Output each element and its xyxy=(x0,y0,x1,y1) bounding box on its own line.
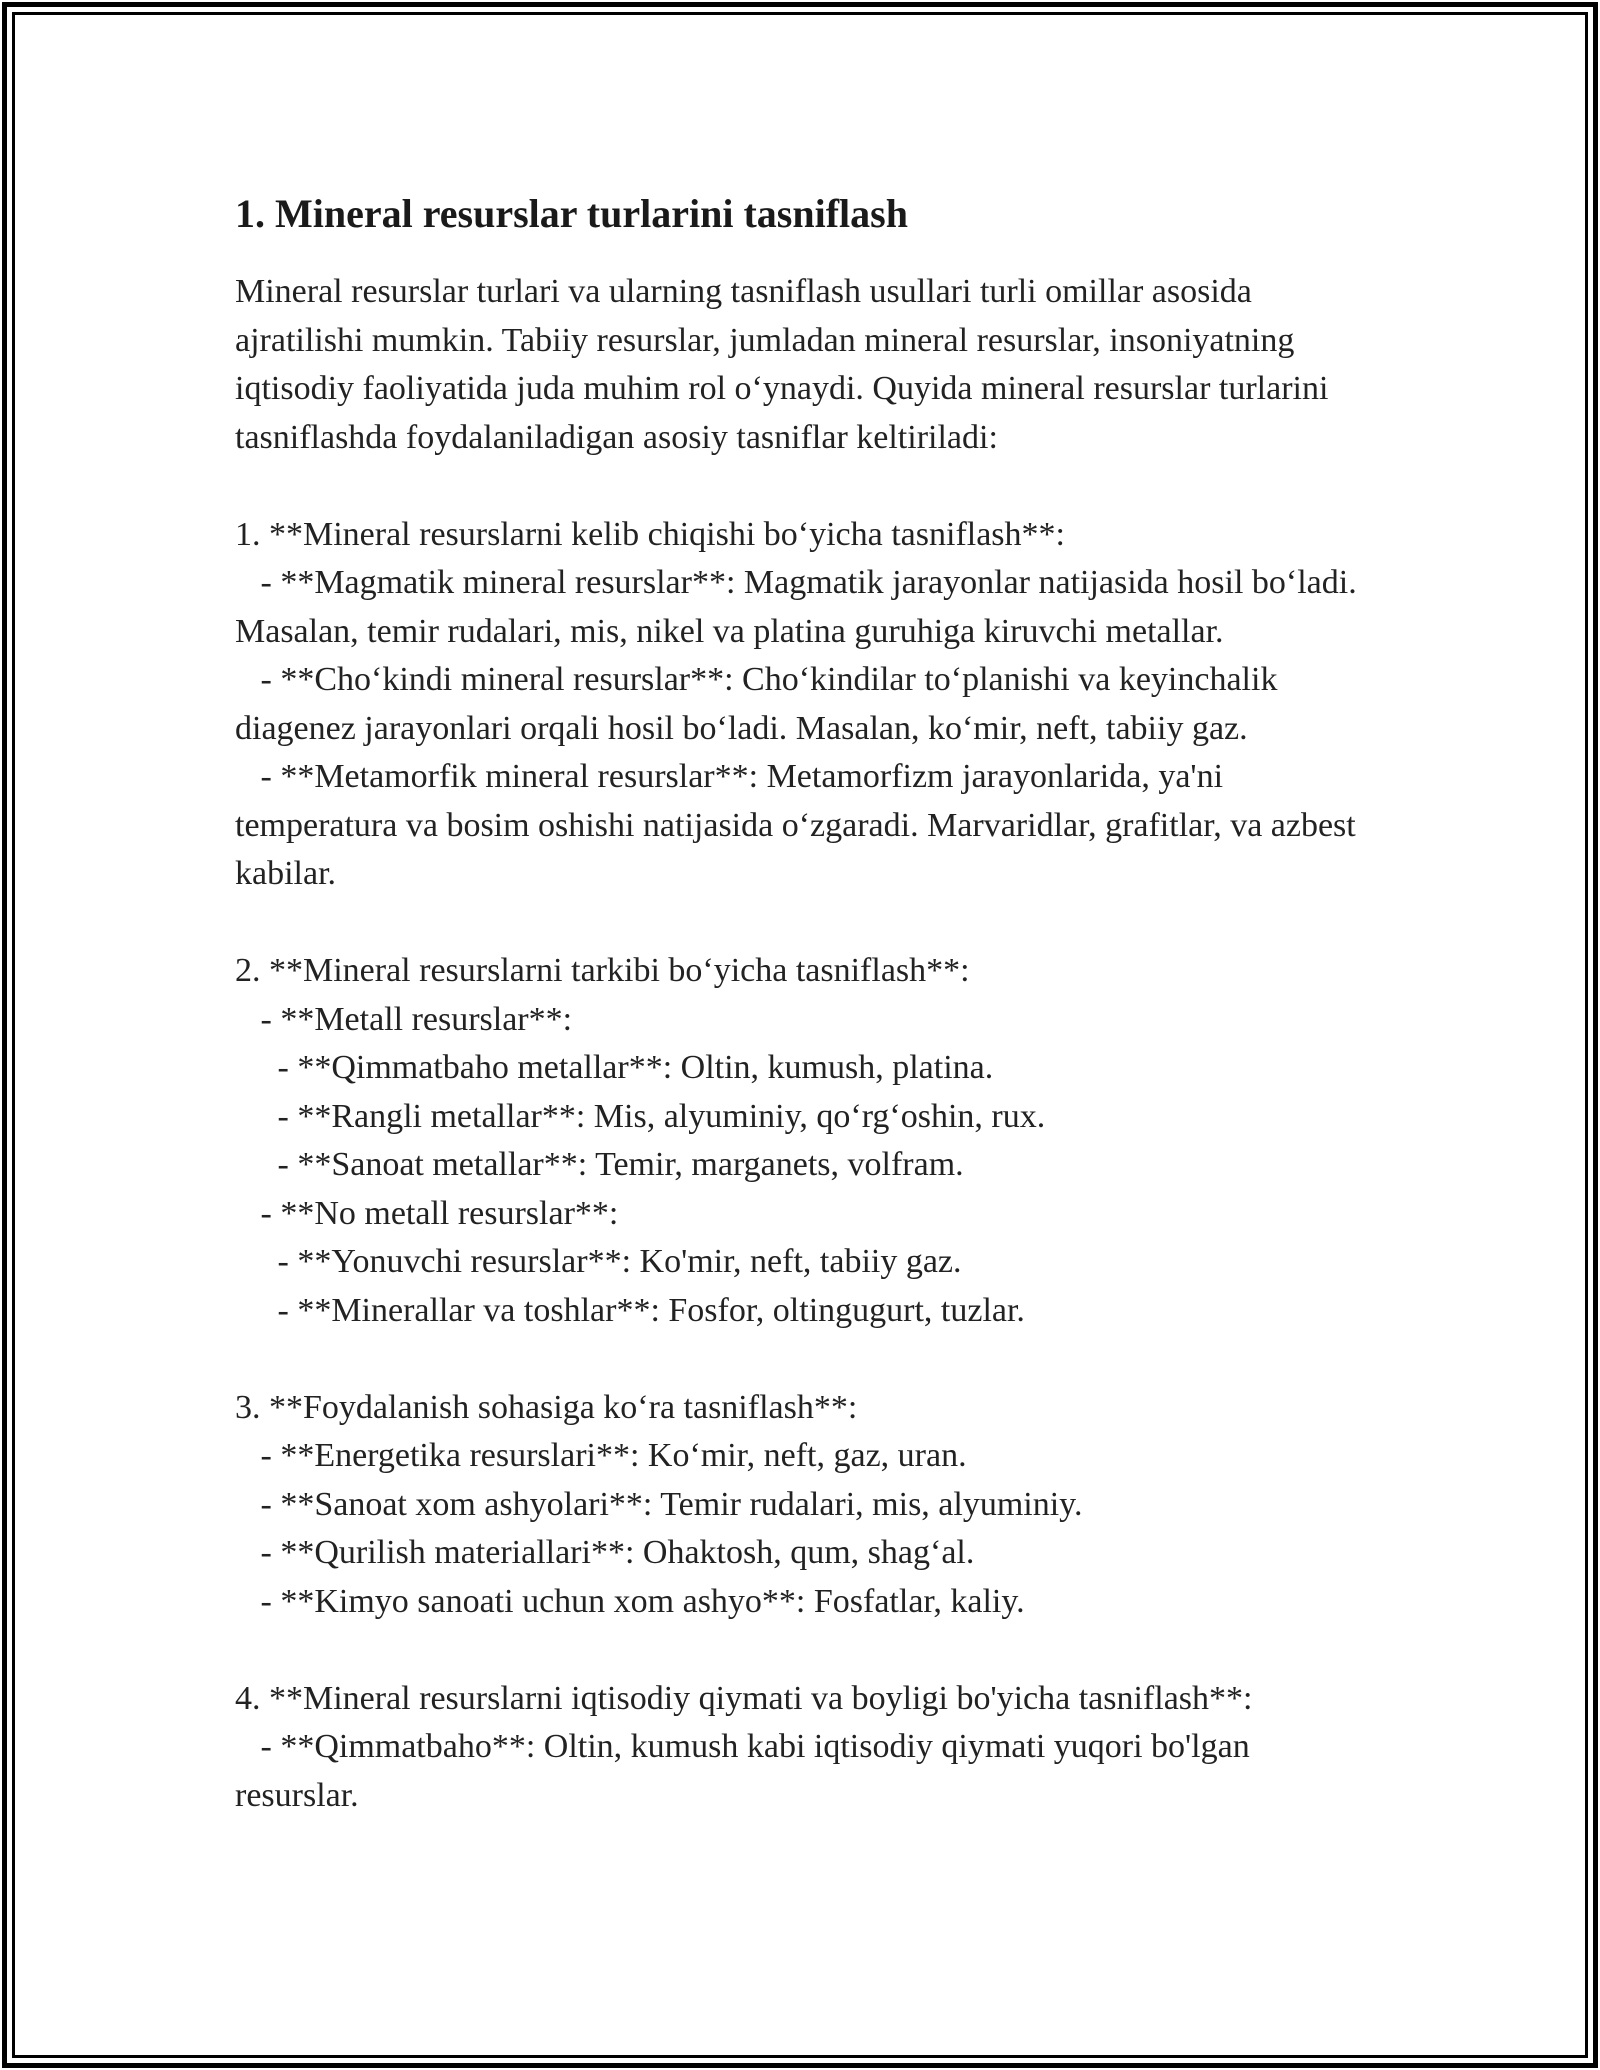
section-body-text: Mineral resurslar turlari va ularning tasniflash usullari turli omillar asosida ajratilishi mumkin. Tabiiy resurslar, jumladan mineral resurslar, insoniyatning iqtisodiy faoliyatida juda muhim rol o‘ynaydi. Quyida mineral resurslar turlarini tasniflashda foydalaniladigan asosiy tasniflar keltiriladi: 1. **Mineral resurslarni kelib chiqishi bo‘yicha tasniflash**: - **Magmatik mineral resurslar**: Magmatik jarayonlar natijasida hosil bo‘ladi. Masalan, temir rudalari, mis, nikel va platina guruhiga kiruvchi metallar. - **Cho‘kindi mineral resurslar**: Cho‘kindilar to‘planishi va keyinchalik diagenez jarayonlari orqali hosil bo‘ladi. Masalan, ko‘mir, neft, tabiiy gaz. - **Metamorfik mineral resurslar**: Metamorfizm jarayonlarida, ya'ni temperatura va bosim oshishi natijasida o‘zgaradi. Marvaridlar, grafitlar, va azbest kabilar. 2. **Mineral resurslarni tarkibi bo‘yicha tasniflash**: - **Metall resurslar**: - **Qimmatbaho metallar**: Oltin, kumush, platina. - **Rangli metallar**: Mis, alyuminiy, qo‘rg‘oshin, rux. - **Sanoat metallar**: Temir, marganets, volfram. - **No metall resurslar**: - **Yonuvchi resurslar**: Ko'mir, neft, tabiiy gaz. - **Minerallar va toshlar**: Fosfor, oltingugurt, tuzlar. 3. **Foydalanish sohasiga ko‘ra tasniflash**: - **Energetika resurslari**: Ko‘mir, neft, gaz, uran. - **Sanoat xom ashyolari**: Temir rudalari, mis, alyuminiy. - **Qurilish materiallari**: Ohaktosh, qum, shag‘al. - **Kimyo sanoati uchun xom ashyo**: Fosfatlar, kaliy. 4. **Mineral resurslarni iqtisodiy qiymati va boyligi bo'yicha tasniflash**: - **Qimmatbaho**: Oltin, kumush kabi iqtisodiy qiymati yuqori bo'lgan resurslar. xyxy=(235,273,1357,1814)
section-heading: 1. Mineral resurslar turlarini tasniflash xyxy=(235,191,908,236)
document-content xyxy=(235,188,1365,1820)
